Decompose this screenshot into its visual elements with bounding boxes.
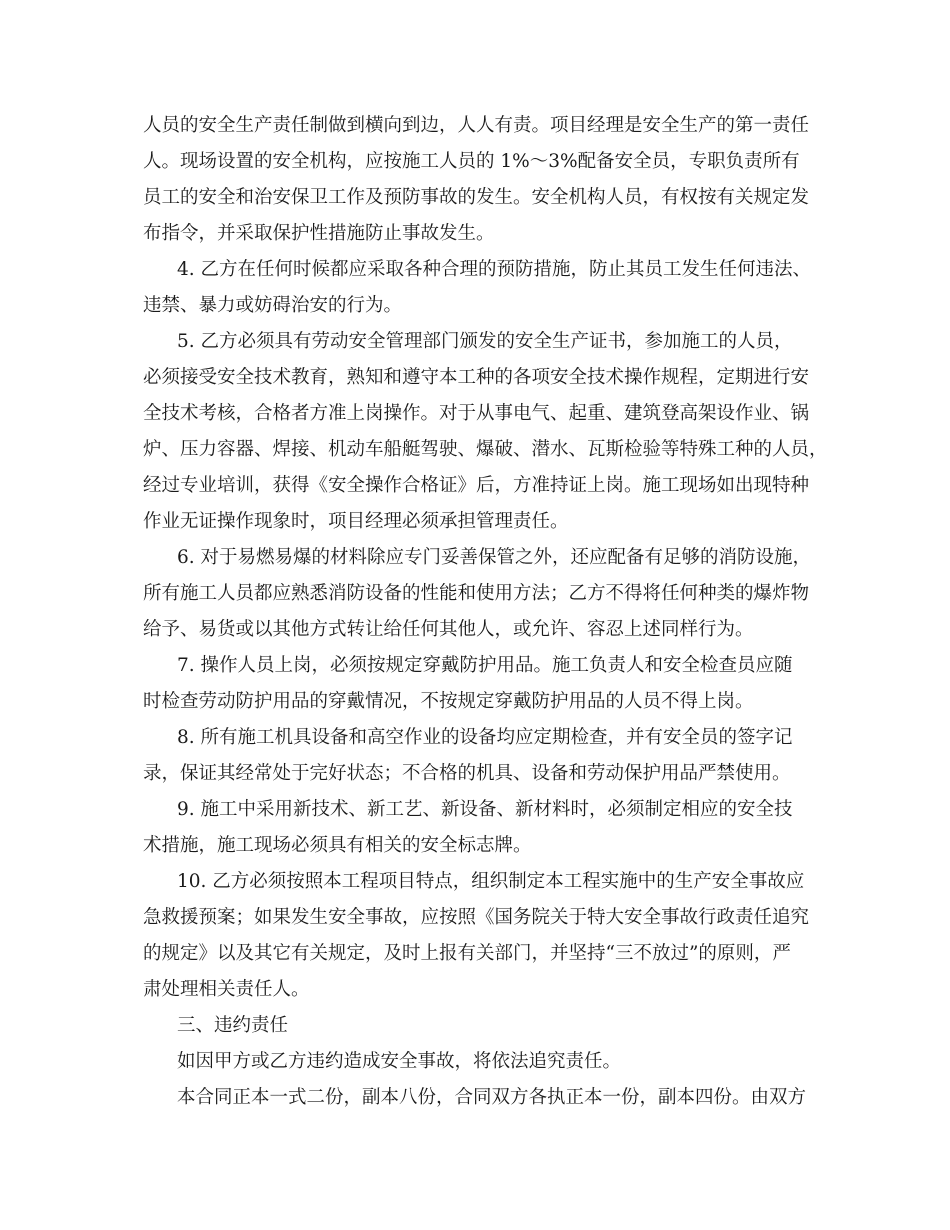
text-line: 布指令，并采取保护性措施防止事故发生。 [143, 223, 495, 244]
text-line: 7. 操作人员上岗，必须按规定穿戴防护用品。施工负责人和安全检查员应随 [177, 655, 793, 676]
text-line: 员工的安全和治安保卫工作及预防事故的发生。安全机构人员，有权按有关规定发 [143, 187, 810, 208]
text-line: 10. 乙方必须按照本工程项目特点，组织制定本工程实施中的生产安全事故应 [177, 871, 805, 892]
text-line: 8. 所有施工机具设备和高空作业的设备均应定期检查，并有安全员的签字记 [177, 727, 793, 748]
text-line: 时检查劳动防护用品的穿戴情况，不按规定穿戴防护用品的人员不得上岗。 [143, 691, 754, 712]
text-line: 作业无证操作现象时，项目经理必须承担管理责任。 [143, 511, 569, 532]
text-line: 全技术考核，合格者方准上岗操作。对于从事电气、起重、建筑登高架设作业、锅 [143, 403, 810, 424]
section-heading: 三、违约责任 [177, 1015, 289, 1036]
text-line: 违禁、暴力或妨碍治安的行为。 [143, 295, 403, 316]
text-line: 必须接受安全技术教育，熟知和遵守本工种的各项安全技术操作规程，定期进行安 [143, 367, 810, 388]
text-line: 9. 施工中采用新技术、新工艺、新设备、新材料时，必须制定相应的安全技 [177, 799, 793, 820]
text-line: 人员的安全生产责任制做到横向到边，人人有责。项目经理是安全生产的第一责任 [143, 115, 810, 136]
text-line: 6. 对于易燃易爆的材料除应专门妥善保管之外，还应配备有足够的消防设施， [177, 547, 812, 568]
text-line: 经过专业培训，获得《安全操作合格证》后，方准持证上岗。施工现场如出现特种 [143, 475, 810, 496]
text-line: 给予、易货或以其他方式转让给任何其他人，或允许、容忍上述同样行为。 [143, 619, 754, 640]
text-line: 5. 乙方必须具有劳动安全管理部门颁发的安全生产证书，参加施工的人员， [177, 331, 793, 352]
text-line: 急救援预案；如果发生安全事故，应按照《国务院关于特大安全事故行政责任追究 [143, 907, 810, 928]
text-line: 人。现场设置的安全机构，应按施工人员的 1%～3%配备安全员，专职负责所有 [143, 151, 800, 172]
text-line: 所有施工人员都应熟悉消防设备的性能和使用方法；乙方不得将任何种类的爆炸物 [143, 583, 810, 604]
text-line: 炉、压力容器、焊接、机动车船艇驾驶、爆破、潜水、瓦斯检验等特殊工种的人员， [143, 439, 828, 460]
text-line: 的规定》以及其它有关规定，及时上报有关部门，并坚持“三不放过”的原则，严 [143, 943, 791, 964]
text-line: 录，保证其经常处于完好状态；不合格的机具、设备和劳动保护用品严禁使用。 [143, 763, 791, 784]
text-line: 本合同正本一式二份，副本八份，合同双方各执正本一份，副本四份。由双方 [177, 1087, 807, 1108]
text-line: 术措施，施工现场必须具有相关的安全标志牌。 [143, 835, 532, 856]
text-line: 如因甲方或乙方违约造成安全事故，将依法追究责任。 [177, 1051, 622, 1072]
text-line: 肃处理相关责任人。 [143, 979, 310, 1000]
text-line: 4. 乙方在任何时候都应采取各种合理的预防措施，防止其员工发生任何违法、 [177, 259, 812, 280]
